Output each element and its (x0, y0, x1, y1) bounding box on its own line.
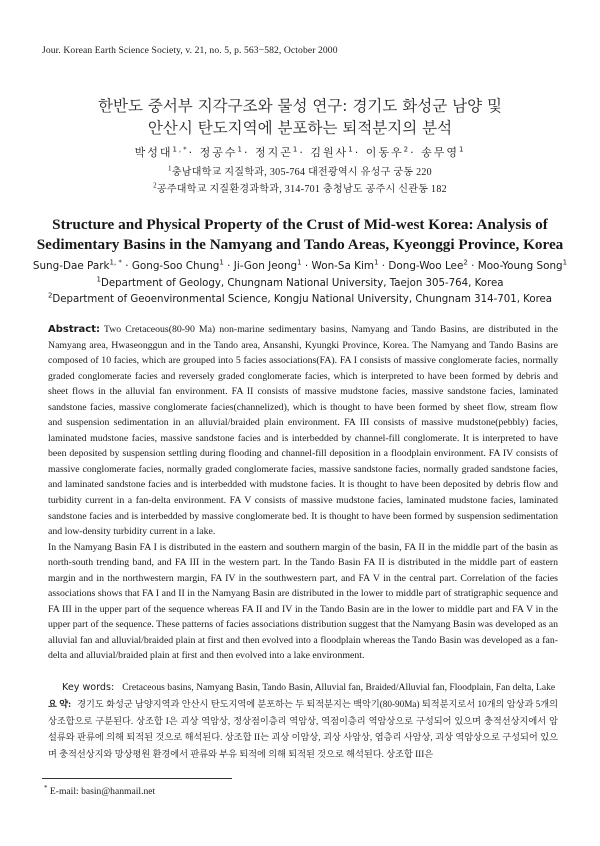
keywords-text: Cretaceous basins, Namyang Basin, Tando Basin, Alluvial fan, Braided/Alluvial fan, Floodplain, Fan delta, Lake (122, 682, 556, 693)
korean-title-line-2: 안산시 탄도지역에 분포하는 퇴적분지의 분석 (147, 119, 453, 137)
korean-author: 김원사$^1$ (310, 145, 355, 159)
english-author: Ji-Gon Jeong$^1$ (233, 258, 302, 272)
abstract-paragraph-2: In the Namyang Basin FA I is distributed in the eastern and southern margin of the basin, FA II in the middle part of the basin as north-south trending band, and FA III in the western part. In the Tando Basin FA II is distributed in the middle part of eastern margin and in the northwestern margin, FA IV in the southwestern part, and FA V in the central part. Correlation of the facies associations shows that FA I and II in the Namyang Basin are distributed in the lower to middle part of stratigraphic sequence and FA III in the upper part of the sequence whereas FA II and IV in the Tando Basin are in the lower to middle part and FA V in the upper part of the sequence. These patterns of facies associations distribution suggest that the Namyang Basin was developed as an alluvial fan and alluvial/braided plain at first and then evolved into a floodplain whereas the Tando Basin was developed as a fan-delta and alluvial/braided plain at first and then evolved into a lake environment. (48, 541, 558, 662)
korean-abstract-label: 요 약: (48, 699, 72, 709)
abstract (48, 322, 558, 664)
korean-author: 박성대$^{1,*}$ (134, 145, 189, 159)
korean-author: 이동우$^2$ (365, 145, 411, 159)
english-affiliation-2: $^2$Department of Geoenvironmental Science, Kongju National University, Chungnam 314-701, Korea (47, 291, 553, 305)
keywords-label: Key words: (62, 682, 115, 693)
english-title-line-2: Sedimentary Basins in the Namyang and Tando Areas, Kyeonggi Province, Korea (36, 236, 564, 253)
english-affiliation-1: $^1$Department of Geology, Chungnam National University, Taejon 305-764, Korea (96, 275, 504, 289)
keywords (62, 682, 562, 693)
footnote-marker: * (44, 783, 48, 792)
korean-author: 정지곤$^1$ (255, 145, 300, 159)
footnote-divider (42, 778, 232, 779)
korean-affiliation-2: $^2$공주대학교 지질환경과학과, 314-701 충청남도 공주시 신관동 182 (153, 181, 447, 195)
korean-abstract-text: 경기도 화성군 남양지역과 안산시 탄도지역에 분포하는 두 퇴적분지는 백악기(80-90Ma) 퇴적분지로서 10개의 암상과 5개의 상조합으로 구분된다. 상조합 I은 괴상 역암상, 정상점이층리 역암상, 역점이층리 역암상으로 구성되어 있으며 충적선상지에서 암설류와 판류에 의해 퇴적된 것으로 해석된다. 상조합 II는 괴상 이암상, 괴상 사암상, 엽층리 사암상, 괴상 역암상으로 구성되어 있으며 충적선상지와 망상평원 환경에서 판류와 부유 퇴적에 의해 퇴적된 것으로 해석된다. 상조합 III은 (48, 699, 558, 759)
english-author: Dong-Woo Lee$^2$ (388, 258, 468, 272)
english-author: Won-Sa Kim$^1$ (311, 258, 379, 272)
english-authors: Sung-Dae Park$^{1, *}$ · Gong-Soo Chung$^1$ · Ji-Gon Jeong$^1$ · Won-Sa Kim$^1$ · Dong-Woo Lee$^2$ · Moo-Young Song$^1$ (32, 258, 568, 272)
abstract-paragraph-1: Abstract: Two Cretaceous(80-90 Ma) non-marine sedimentary basins, Namyang and Tando Basins, are distributed in the Namyang area, Hwaseonggun and in the Tando area, Ansanshi, Kyungki Province, Korea. The Namyang and Tando Basins are composed of 10 facies, which are grouped into 5 facies associations(FA). FA I consists of massive conglomerate facies, normally graded conglomerate facies and reversely graded conglomerate facies, which is interpreted to have been formed by debris and sheet flows in the alluvial fan environment. FA II consists of massive mudstone facies, massive sandstone facies, laminated sandstone facies, massive conglomerate facies(channelized), which is thought to have been formed by sheet flow, stream flow and suspension sedimentation in an alluvial/braided plain environment. FA III consists of massive mudstone(pebbly) facies, laminated mudstone facies, massive sandstone facies and is interbedded by channel-fill conglomerate. It is interpreted to have been deposited by suspension settling during flooding and channel-fill deposition in a floodplain environment. FA IV consists of massive conglomerate facies, normally graded conglomerate facies, massive sandstone facies, normally graded sandstone facies, and laminated sandstone facies and is interbedded with mudstone facies. It is thought to have been deposited by debris flow and turbidity current in a fan-delta environment. FA V consists of massive mudstone facies, laminated mudstone facies, laminated sandstone facies and is interbedded by massive conglomerate bed. It is thought to have been formed by suspension sedimentation and low-density turbidity current in a lake. (48, 324, 558, 538)
journal-header: Jour. Korean Earth Science Society, v. 21, no. 5, p. 563−582, October 2000 (42, 45, 338, 56)
english-author: Sung-Dae Park$^{1, *}$ (32, 258, 122, 272)
english-author: Moo-Young Song$^1$ (477, 258, 568, 272)
english-title-line-1: Structure and Physical Property of the Crust of Mid-west Korea: Analysis of (52, 216, 548, 233)
korean-title-line-1: 한반도 중서부 지각구조와 물성 연구: 경기도 화성군 남양 및 (98, 97, 502, 115)
abstract-label: Abstract: (48, 324, 101, 335)
korean-abstract (48, 696, 558, 762)
korean-author: 송무영$^1$ (421, 145, 466, 159)
english-author: Gong-Soo Chung$^1$ (131, 258, 224, 272)
korean-author: 정공수$^1$ (199, 145, 244, 159)
korean-authors: 박성대$^{1,*}$· 정공수$^1$· 정지곤$^1$· 김원사$^1$· 이동우$^2$· 송무영$^1$ (134, 145, 466, 159)
footnote-email: E-mail: basin@hanmail.net (49, 786, 156, 797)
english-title (30, 215, 570, 255)
korean-affiliation-1: $^1$충남대학교 지질학과, 305-764 대전광역시 유성구 궁동 220 (168, 164, 432, 178)
footnote (44, 783, 156, 797)
